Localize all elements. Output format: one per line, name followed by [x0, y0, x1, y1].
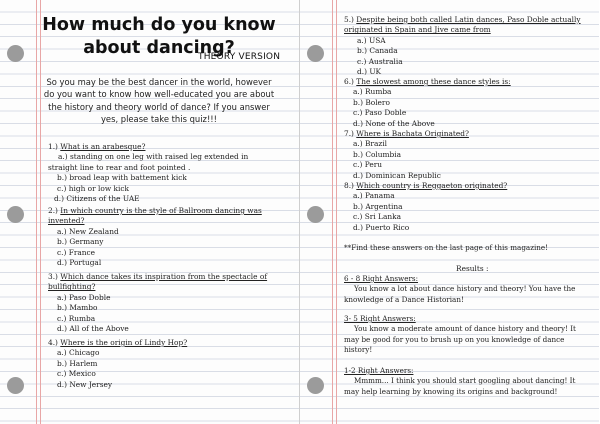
result-text: You know a moderate amount of dance history and theory! It may be good for you to brush up on you knowledge of dance history! — [344, 324, 576, 355]
answer-option: c.) Australia — [357, 56, 403, 66]
question-text: The slowest among these dance styles is: — [356, 77, 511, 86]
question-8 — [344, 181, 584, 233]
result-heading: 1-2 Right Answers: — [344, 366, 414, 375]
answer-option: b.) Bolero — [353, 97, 390, 107]
question-text: Where is Bachata Originated? — [356, 129, 469, 138]
question-number: 3.) — [48, 272, 58, 281]
answer-option: c.) Sri Lanka — [353, 212, 401, 222]
right-page — [300, 0, 599, 424]
answer-option: d.) New Jersey — [57, 379, 113, 389]
answer-option: d.) Citizens of the UAE — [54, 194, 140, 204]
answer-option: b.) Harlem — [57, 358, 98, 368]
margin-line — [336, 0, 337, 424]
answer-option: c.) Paso Doble — [353, 108, 407, 118]
question-number: 2.) — [48, 206, 58, 215]
answer-option: c.) Mexico — [57, 369, 96, 379]
question-text: What is an arabesque? — [60, 142, 146, 151]
answer-option: a.) Brazil — [353, 139, 387, 149]
answer-option: c.) Peru — [353, 160, 383, 170]
question-number: 1.) — [48, 142, 58, 151]
question-text: Despite being both called Latin dances, Paso Doble actually originated in Spain and Jive came from — [344, 15, 581, 35]
answer-option: a.) standing on one leg with raised leg extended in straight line to rear and foot pointed . — [48, 152, 249, 172]
answer-option: c.) Rumba — [57, 313, 96, 323]
question-3 — [48, 272, 288, 334]
answer-option: c.) France — [57, 247, 96, 257]
question-text: Which dance takes its inspiration from the spectacle of bullfighting? — [48, 272, 268, 292]
question-7 — [344, 129, 584, 181]
page-subtitle: THEORY VERSION — [198, 52, 281, 62]
question-number: 4.) — [48, 338, 58, 347]
binder-hole — [307, 206, 324, 223]
answer-option: b.) Canada — [357, 46, 398, 56]
question-text: In which country is the style of Ballroom dancing was invented? — [48, 206, 262, 226]
binder-hole — [307, 377, 324, 394]
question-2 — [48, 206, 288, 268]
question-number: 5.) — [344, 15, 354, 24]
binder-hole — [7, 377, 24, 394]
question-6 — [344, 77, 584, 129]
answer-option: b.) Argentina — [353, 201, 403, 211]
answer-option: b.) Germany — [57, 237, 104, 247]
answer-option: d.) None of the Above — [353, 118, 435, 128]
answer-option: d.) UK — [357, 67, 382, 77]
answer-option: a.) Paso Doble — [57, 292, 111, 302]
answer-option: c.) high or low kick — [57, 183, 129, 193]
answer-option: a.) Panama — [353, 191, 395, 201]
answer-option: a.) USA — [357, 35, 386, 45]
margin-line — [332, 0, 333, 424]
question-number: 8.) — [344, 181, 354, 190]
binder-hole — [307, 45, 324, 62]
question-number: 6.) — [344, 77, 354, 86]
answer-option: b.) broad leap with battement kick — [57, 173, 187, 183]
question-1 — [48, 142, 280, 204]
result-high — [344, 274, 589, 305]
answer-option: a.) Rumba — [353, 87, 392, 97]
answer-option: a.) New Zealand — [57, 226, 119, 236]
answer-option: a.) Chicago — [57, 348, 100, 358]
results-title: Results : — [456, 264, 489, 273]
question-text: Where is the origin of Lindy Hop? — [60, 338, 188, 347]
answer-option: d.) Puerto Rico — [353, 222, 410, 232]
result-text: Mmmm... I think you should start googling about dancing! It may help learning by knowing its origins and background! — [344, 376, 576, 396]
binder-hole — [7, 206, 24, 223]
question-5 — [344, 15, 584, 77]
margin-line — [40, 0, 41, 424]
question-text: Which country is Reggaeton originated? — [356, 181, 508, 190]
answer-option: d.) Dominican Republic — [353, 170, 441, 180]
result-medium — [344, 314, 589, 356]
result-text: You know a lot about dance history and theory! You have the knowledge of a Dance Historian! — [344, 284, 576, 304]
question-number: 7.) — [344, 129, 354, 138]
question-4 — [48, 338, 288, 390]
answer-option: d.) All of the Above — [57, 324, 129, 334]
result-heading: 6 - 8 Right Answers: — [344, 274, 419, 283]
answers-note: **Find these answers on the last page of this magazine! — [344, 243, 549, 252]
page-title: How much do you know about dancing? — [42, 15, 276, 58]
answer-option: b.) Columbia — [353, 149, 402, 159]
result-heading: 3- 5 Right Answers: — [344, 314, 416, 323]
answer-option: d.) Portugal — [57, 258, 102, 268]
answer-option: b.) Mambo — [57, 303, 98, 313]
margin-line — [36, 0, 37, 424]
intro-text: So you may be the best dancer in the world, however do you want to know how well-educated you are about the history and theory world of dance? If you answer yes, please take this quiz!!! — [43, 77, 275, 125]
result-low — [344, 366, 589, 397]
